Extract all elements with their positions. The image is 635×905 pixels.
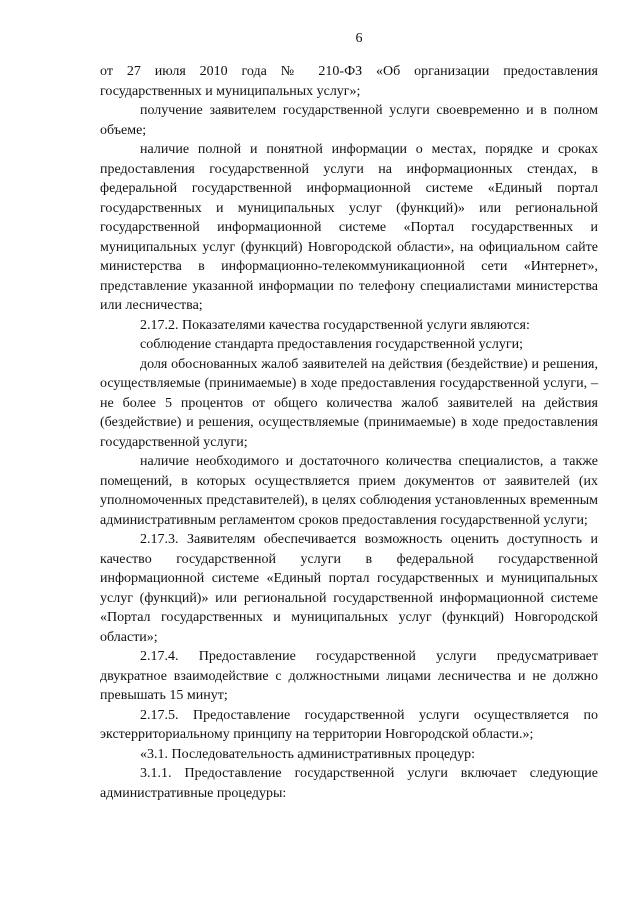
paragraph: наличие полной и понятной информации о местах, порядке и сроках предоставления государственной услуги на информационных стендах, в федеральной государственной информационной системе «Единый портал государственных и муниципальных услуг (функций)» или региональной государственной информационной системе «Портал государственных и муниципальных услуг (функций) Новгородской области», на официальном сайте министерства в информационно-телекоммуникационной сети «Интернет», представление указанной информации по телефону специалистами министерства или лесничества; — [100, 142, 598, 313]
paragraph: 2.17.4. Предоставление государственной услуги предусматривает двукратное взаимодействие с должностными лицами лесничества и не должно превышать 15 минут; — [100, 649, 598, 703]
paragraph: наличие необходимого и достаточного количества специалистов, а также помещений, в которых осуществляется прием документов от заявителей (их уполномоченных представителей), в целях соблюдения установленных временным административным регламентом сроков предоставления государственной услуги; — [100, 454, 598, 528]
paragraph: соблюдение стандарта предоставления государственной услуги; — [140, 337, 523, 352]
paragraph: «3.1. Последовательность административных процедур: — [140, 746, 476, 762]
paragraph: 2.17.3. Заявителям обеспечивается возможность оценить доступность и качество государственной услуги в федеральной государственной информационной системе «Единый портал государственных и муниципальных услуг (функций)» или региональной государственной информационной системе «Портал государственных и муниципальных услуг (функций) Новгородской области»; — [100, 532, 598, 645]
document-body — [100, 62, 598, 803]
paragraph: получение заявителем государственной услуги своевременно и в полном объеме; — [100, 103, 598, 138]
paragraph: 2.17.2. Показателями качества государственной услуги являются: — [140, 317, 530, 333]
paragraph: 2.17.5. Предоставление государственной услуги осуществляется по экстерриториальному принципу на территории Новгородской области.»; — [100, 707, 598, 742]
paragraph: 3.1.1. Предоставление государственной услуги включает следующие административные процедуры: — [100, 766, 598, 801]
page-number: 6 — [355, 31, 363, 46]
paragraph: доля обоснованных жалоб заявителей на действия (бездействие) и решения, осуществляемые (принимаемые) в ходе предоставления государственной услуги, – не более 5 процентов от общего количества жалоб заявителей на действия (бездействие) и решения, осуществляемые (принимаемые) в ходе предоставления государственной услуги; — [100, 356, 598, 450]
paragraph: от 27 июля 2010 года № 210-ФЗ «Об организации предоставления государственных и муниципальных услуг»; — [100, 64, 598, 99]
